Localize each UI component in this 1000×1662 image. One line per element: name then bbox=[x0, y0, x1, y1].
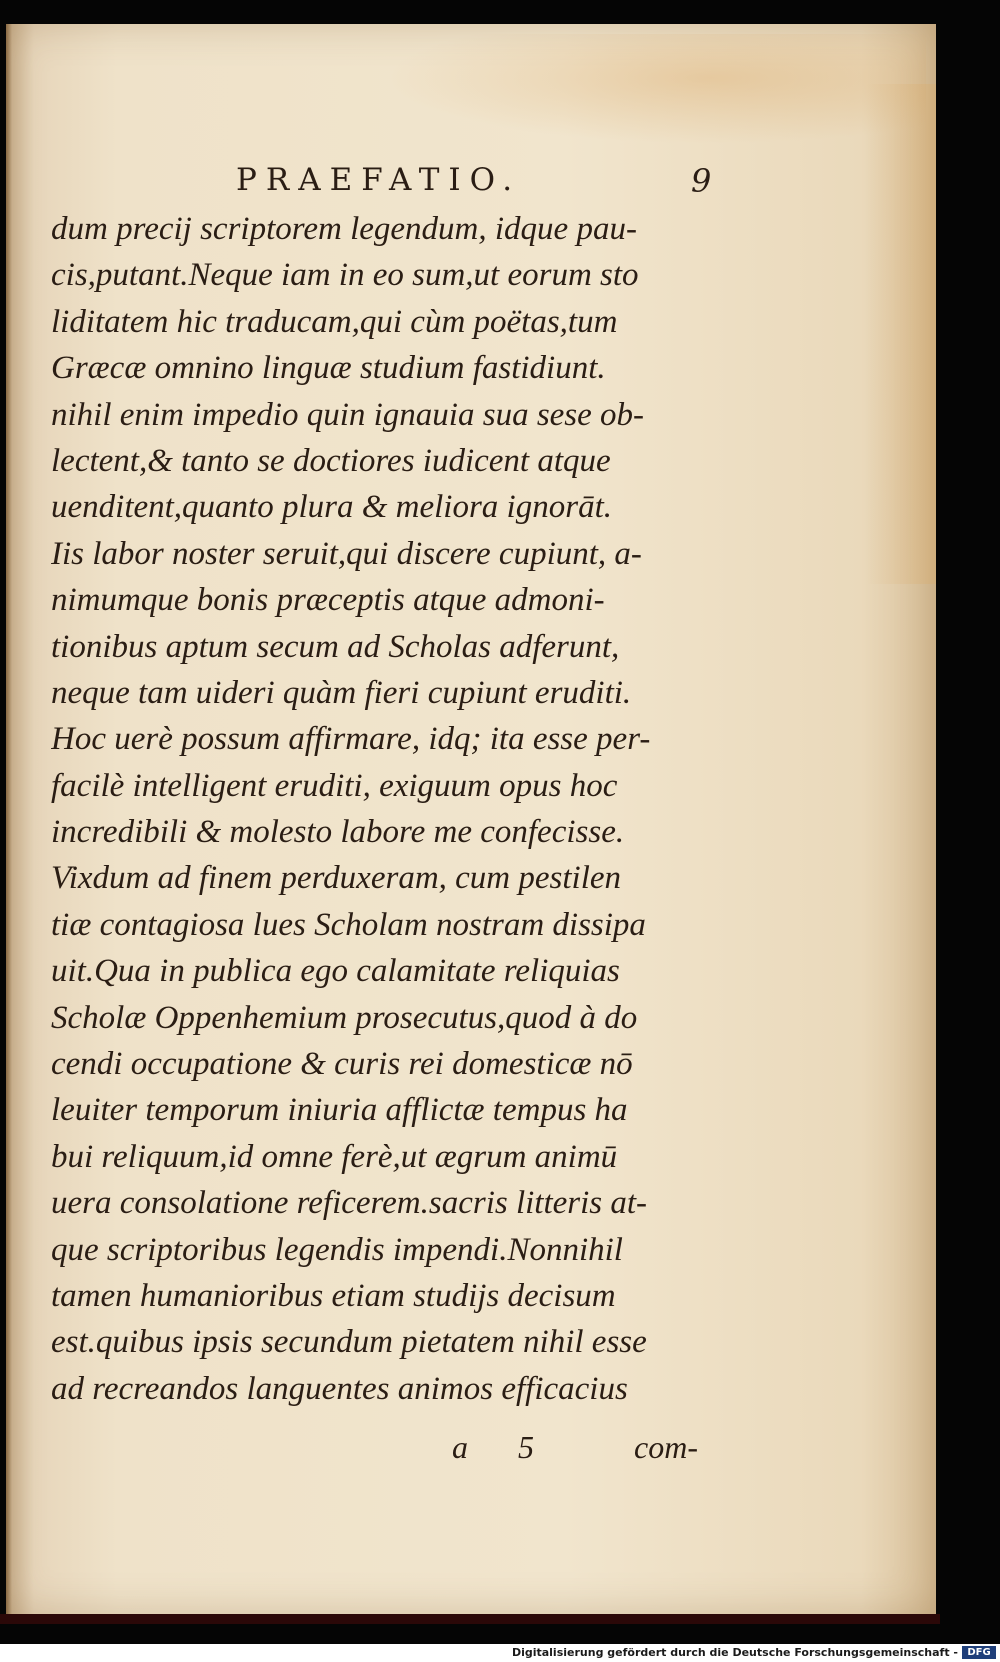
text-line: tionibus aptum secum ad Scholas adferunt, bbox=[51, 628, 620, 665]
signature-number: 5 bbox=[518, 1429, 534, 1465]
text-line: bui reliquum,id omne ferè,ut ægrum animū bbox=[51, 1138, 618, 1175]
page-gutter-shadow bbox=[6, 24, 12, 1614]
text-line: uenditent,quanto plura & meliora ignorāt. bbox=[51, 489, 612, 526]
body-text bbox=[51, 206, 731, 1412]
text-line: liditatem hic traducam,qui cùm poëtas,tum bbox=[51, 303, 618, 340]
text-line: cendi occupatione & curis rei domesticæ nō bbox=[51, 1046, 633, 1083]
text-line: ad recreandos languentes animos efficacius bbox=[51, 1370, 628, 1407]
page-stain bbox=[386, 34, 926, 144]
text-line: cis,putant.Neque iam in eo sum,ut eorum sto bbox=[51, 257, 639, 294]
text-line: Vixdum ad finem perduxeram, cum pestilen bbox=[51, 860, 622, 897]
text-line: est.quibus ipsis secundum pietatem nihil esse bbox=[51, 1324, 647, 1361]
text-line: Scholæ Oppenhemium prosecutus,quod à do bbox=[51, 999, 638, 1036]
funding-credit-bar bbox=[0, 1644, 1000, 1662]
running-head: PRAEFATIO. bbox=[236, 162, 522, 198]
text-line: facilè intelligent eruditi, exiguum opus hoc bbox=[51, 767, 618, 804]
text-line: Hoc uerè possum affirmare, idq; ita esse per- bbox=[51, 721, 651, 758]
text-line: tiæ contagiosa lues Scholam nostram dissipa bbox=[51, 906, 646, 943]
funding-credit-text: Digitalisierung gefördert durch die Deutsche Forschungsgemeinschaft - bbox=[511, 1646, 958, 1659]
signature-mark: a bbox=[452, 1429, 468, 1465]
catchword: com- bbox=[634, 1429, 698, 1465]
text-line: lectent,& tanto se doctiores iudicent atque bbox=[51, 442, 611, 479]
text-line: dum precij scriptorem legendum, idque pau- bbox=[51, 211, 637, 247]
text-line: neque tam uideri quàm fieri cupiunt eruditi. bbox=[51, 674, 632, 711]
book-page bbox=[6, 24, 936, 1614]
text-line: uera consolatione reficerem.sacris litteris at- bbox=[51, 1185, 648, 1222]
text-line: leuiter temporum iniuria afflictæ tempus ha bbox=[51, 1092, 628, 1129]
text-line: Iis labor noster seruit,qui discere cupiunt, a- bbox=[51, 535, 642, 572]
text-line: que scriptoribus legendis impendi.Nonnihil bbox=[51, 1231, 623, 1268]
page-number: 9 bbox=[691, 162, 712, 200]
text-line: tamen humanioribus etiam studijs decisum bbox=[51, 1277, 616, 1314]
text-line: Græcæ omnino linguæ studium fastidiunt. bbox=[51, 350, 606, 387]
text-line: incredibili & molesto labore me confecisse. bbox=[51, 814, 625, 851]
page-edge-stain bbox=[866, 84, 936, 584]
text-line: nimumque bonis præceptis atque admoni- bbox=[51, 582, 605, 619]
text-line: nihil enim impedio quin ignauia sua sese ob- bbox=[51, 396, 645, 433]
text-line: uit.Qua in publica ego calamitate reliquias bbox=[51, 953, 620, 990]
page-bottom-edge bbox=[0, 1614, 940, 1624]
dfg-logo: DFG bbox=[962, 1646, 996, 1659]
signature-line bbox=[6, 1429, 936, 1469]
